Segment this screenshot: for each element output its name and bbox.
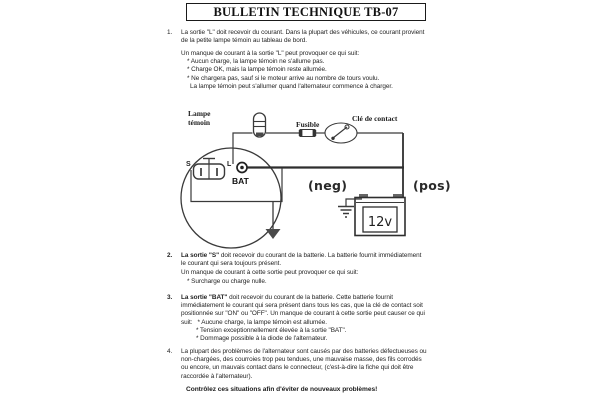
item1-line1: La sortie "L" doit recevoir du courant. Dans la plupart des véhicules, ce courant provient [181, 29, 425, 36]
item3-bullet2: * Tension exceptionnellement élevée à la sortie "BAT". [196, 326, 347, 334]
item2-line1-rest: doit recevoir du courant de la batterie. La batterie fournit immédiatement [219, 252, 422, 259]
item3-text [181, 294, 425, 343]
connector-plug [194, 159, 225, 180]
alternator-ground-icon [266, 202, 281, 240]
item3-lead: La sortie "BAT" [181, 294, 228, 301]
item4-line3: ou encore, un mauvais contact dans le connecteur, (c'est-à-dire la fiche qui doit être [181, 364, 414, 372]
item1-bullet1: * Aucun charge, la lampe témoin ne s'allume pas. [187, 58, 325, 66]
item1-line2: de la petite lampe témoin au tableau de bord. [181, 37, 308, 45]
item2-number: 2. [167, 252, 173, 259]
ignition-switch-icon [325, 123, 357, 143]
item1-line3: Un manque de courant à la sortie "L" peut provoquer ce qui suit: [181, 49, 360, 57]
item1-bullet4: La lampe témoin peut s'allumer quand l'alternateur commence à charger. [190, 82, 393, 90]
bat-terminal-icon [237, 163, 247, 173]
item1-bullet2: * Charge OK, mais la lampe témoin reste allumée. [187, 66, 327, 74]
item2-text [181, 252, 421, 286]
fuse-icon [299, 130, 316, 137]
pos-label: (pos) [413, 178, 451, 193]
lamp-label-line2: témoin [188, 118, 211, 127]
item3-number: 3. [167, 294, 173, 301]
item3-line4 [181, 319, 425, 327]
item4-text [181, 348, 427, 381]
item3-bullet3: * Dommage possible à la diode de l'alternateur. [196, 335, 328, 343]
fuse-label: Fusible [296, 120, 320, 129]
item4-line2: non-chargées, des courroies trop peu tendues, une mauvaise masse, des fils corrodés [181, 356, 422, 364]
l-terminal-label: L [227, 161, 232, 168]
item3-line1 [181, 294, 425, 302]
s-terminal-label: S [186, 161, 191, 168]
bulletin-title: BULLETIN TECHNIQUE TB-07 [213, 4, 399, 19]
item4-line1: La plupart des problèmes de l'alternateur sont causés par des batteries défectueuses ou [181, 348, 427, 355]
neg-label: (neg) [308, 178, 348, 193]
item3-line3: positionnée sur "ON" ou "OFF". Un manque de courant à cette sortie peut causer ce qui [181, 310, 425, 318]
bat-terminal-label: BAT [232, 176, 249, 186]
battery-voltage-label: 12v [367, 215, 393, 230]
item2-lead: La sortie "S" [181, 252, 220, 259]
item4-line4: raccordée à l'alternateur). [181, 372, 253, 380]
item3-line2: immédiatement le courant qui sera présent dans tous les cas, que la clé de contact soit [181, 302, 423, 310]
item3-line4-suit: suit: [181, 318, 193, 326]
closing-advice: Contrôlez ces situations afin d'éviter de nouveaux problèmes! [186, 386, 378, 393]
item1-bullet3: * Ne chargera pas, sauf si le moteur arrive au nombre de tours voulu. [187, 74, 380, 82]
warning-lamp-icon [254, 113, 266, 137]
item3-bullet1: * Aucune charge, la lampe témoin est allumée. [197, 318, 328, 326]
item2-line3: Un manque de courant à cette sortie peut provoquer ce qui suit: [181, 269, 359, 277]
item3-line1-rest: doit recevoir du courant de la batterie. Cette batterie fournit [227, 294, 393, 301]
item2-line1 [181, 252, 421, 260]
item4-number: 4. [167, 348, 173, 355]
item2-line2: le courant qui sera toujours présent. [181, 260, 282, 268]
key-switch-label: Clé de contact [352, 114, 398, 123]
lamp-label-line1: Lampe [188, 109, 211, 118]
item1-number: 1. [167, 29, 173, 36]
item2-bullet1: * Surcharge ou charge nulle. [187, 277, 267, 285]
